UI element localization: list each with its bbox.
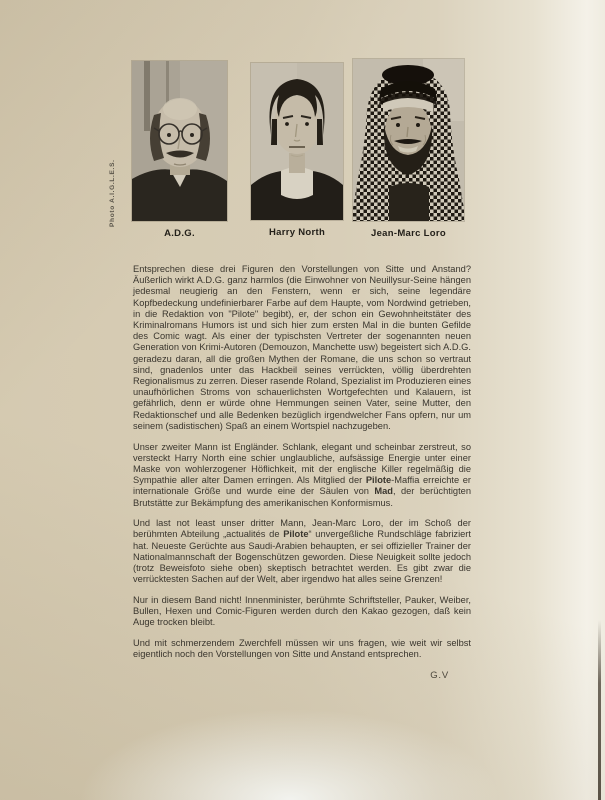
paragraph-text: Unser zweiter Mann ist Engländer. Schlank, elegant und scheinbar zerstreut, so versteckt Harry North eine schier unglaubliche, aufsässige Energie unter einer Maske von wohlerzogener Höflichkeit, mit der englische Killer regelmäßig die Sympathie aller alter Damen erringen. Als Mitglied der (133, 441, 471, 486)
paragraph-2 (133, 442, 471, 509)
photo-label-jean-marc-loro: Jean-Marc Loro (371, 228, 446, 239)
portrait-harry-north-photo (251, 63, 343, 220)
paragraph-text: -Maffia erreichte er internationale Größe und wurde eine der Säulen von (133, 475, 471, 497)
paragraph-text: Nur in diesem Band nicht! Innenminister, berühmte Schriftsteller, Pauker, Weiber, Bullen, Hexen und Comic-Figuren werden durch den Kakao gezogen, daß kein Auge trocken bleibt. (133, 594, 471, 628)
paragraph-text: , der berüchtigten Brutstätte zur Bekämpfung des amerikanischen Konformismus. (133, 486, 471, 508)
photo-credit: Photo A.I.G.L.E.S. (109, 159, 116, 227)
signature: G.V (430, 670, 449, 681)
bold-word-pilote: Pilote (365, 475, 392, 486)
paragraph-text: Entsprechen diese drei Figuren den Vorstellungen von Sitte und Anstand? Äußerlich wirkt A.D.G. ganz harmlos (die Einwohner von Neuillysur-Seine hängen jedesmal neugierig an den Fenstern, wenn er sich, seine legendäre Kopfbedeckung undefinierbarer Farbe auf dem Haupte, vom Nordwind getrieben, in die Redaktion von "Pilote" begibt), er, der schon ein Gewohnheitstäter des Kriminalromans Humors ist und sich hier zum ersten Mal in die bunten Gefilde des Comic wagt. Als einer der typischsten Vertreter der sogenannten neuen Generation von Krimi-Autoren (Demouzon, Manchette usw) begeistert sich A.D.G. geradezu daran, all die großen Mythen der Romane, die uns schon so vertraut sind, gnadenlos unter das Hackbeil seines verrückten, völlig überdrehten Regionalismus zu zerren. Dieser rasende Roland, Spezialist im Produzieren eines unaufhörlichen Stroms von schauerlichsten Wortgefechten und Kalauern, ist gefährlich, denn er würde ohne Hemmungen seinen Vater, seine Mutter, den Redaktionschef und alle Bedenken bezüglich irgendwelcher Fans opfern, nur um seinem (sadistischen) Spaß an einem Wortspiel nachzugeben. (133, 264, 471, 431)
paragraph-3 (133, 518, 471, 585)
photo-jean-marc-loro (353, 59, 464, 239)
bold-word-pilote: Pilote (283, 529, 309, 540)
photo-adg (132, 61, 227, 239)
photo-harry-north (251, 63, 343, 238)
intro-text-block (133, 264, 471, 681)
portrait-adg-photo (132, 61, 227, 221)
paragraph-4 (133, 595, 471, 629)
paragraph-text: “ unvergeßliche Rundschläge fabriziert hat. Neueste Gerüchte aus Saudi-Arabien behaupten, er sei offizieller Trainer der Nationalmannschaft der Bogenschützen geworden. Diese Neuigkeit sollte jedoch (trotz Beweisfoto siehe oben) skeptisch betrachtet werden. Es gibt zwar die verrücktesten Sachen auf der Welt, aber irgendwo hat alles seine Grenzen! (133, 529, 471, 585)
paragraph-1 (133, 264, 471, 432)
photo-label-harry-north: Harry North (268, 227, 326, 238)
photo-label-adg: A.D.G. (164, 228, 195, 239)
portrait-jean-marc-loro-photo (353, 59, 464, 221)
bold-word-mad: Mad (374, 486, 393, 497)
paragraph-5 (133, 638, 471, 660)
paragraph-text: Und last not least unser dritter Mann, Jean-Marc Loro, der im Schoß der berühmten Abteilung „actualités de (133, 518, 471, 540)
paragraph-text: Und mit schmerzendem Zwerchfell müssen wir uns fragen, wie weit wir selbst eigentlich noch den Vorstellungen von Sitte und Anstand entsprechen. (133, 638, 471, 660)
scan-edge-shadow (598, 620, 601, 800)
